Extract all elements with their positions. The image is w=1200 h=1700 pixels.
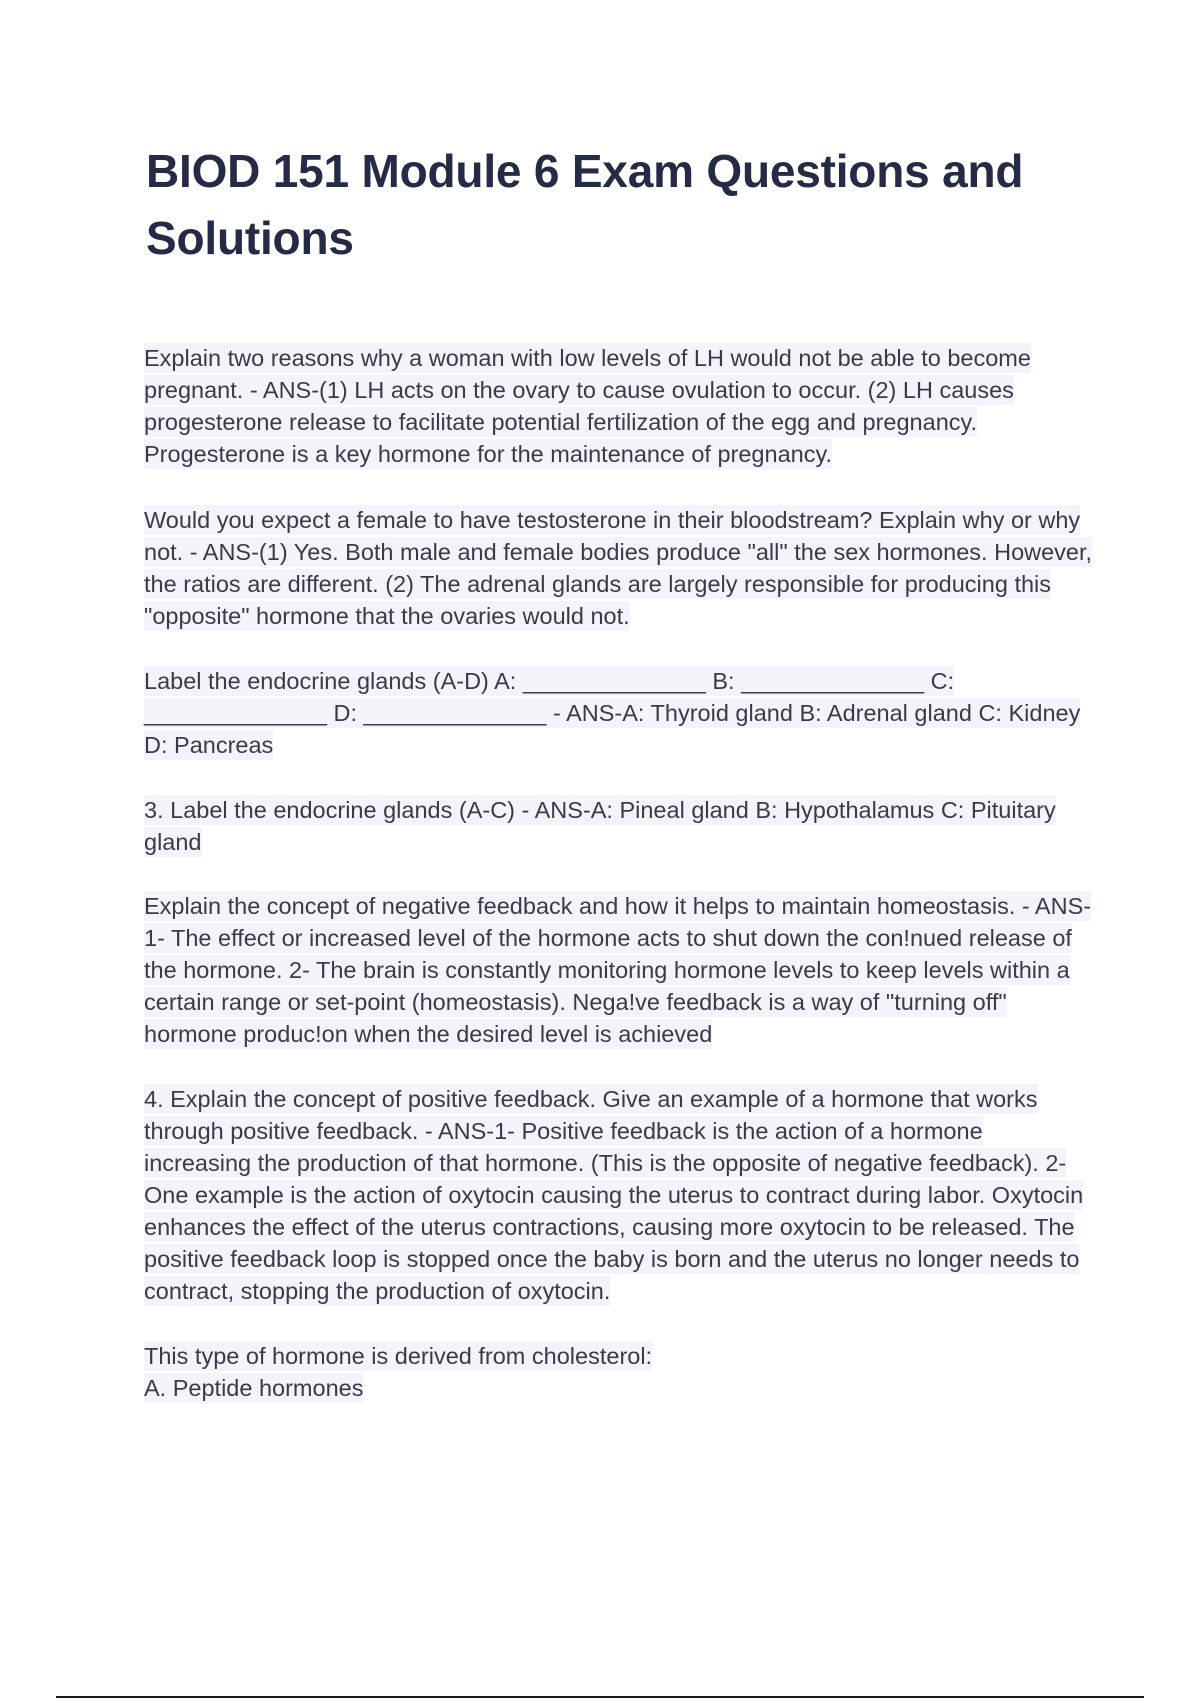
qa-entry-cholesterol-hormone <box>144 1340 1094 1404</box>
qa-entry-negative-feedback <box>144 890 1094 1050</box>
footer-divider <box>56 1696 1144 1698</box>
page-title: BIOD 151 Module 6 Exam Questions and Solutions <box>146 145 1024 264</box>
qa-text: Explain the concept of negative feedback and how it helps to maintain homeostasis. - ANS-1- The effect or increased level of the hormone acts to shut down the con!nued release of the hormone. 2- The brain is constantly monitoring hormone levels to keep levels within a certain range or set-point (homeostasis). Nega!ve feedback is a way of "turning off" hormone produc!on when the desired level is achieved <box>144 893 1092 1047</box>
qa-option-a: A. Peptide hormones <box>144 1375 364 1401</box>
qa-entry-testosterone <box>144 504 1094 632</box>
qa-question: This type of hormone is derived from cholesterol: <box>144 1343 653 1369</box>
qa-text: 4. Explain the concept of positive feedback. Give an example of a hormone that works through positive feedback. - ANS-1- Positive feedback is the action of a hormone increasing the production of that hormone. (This is the opposite of negative feedback). 2- One example is the action of oxytocin causing the uterus to contract during labor. Oxytocin enhances the effect of the uterus contractions, causing more oxytocin to be released. The positive feedback loop is stopped once the baby is born and the uterus no longer needs to contract, stopping the production of oxytocin. <box>144 1086 1084 1304</box>
qa-entry-label-glands-a-c <box>144 794 1094 858</box>
qa-text: Explain two reasons why a woman with low levels of LH would not be able to become pregnant. - ANS-(1) LH acts on the ovary to cause ovulation to occur. (2) LH causes progesterone release to facilitate potential fertilization of the egg and pregnancy. Progesterone is a key hormone for the maintenance of pregnancy. <box>144 345 1031 467</box>
qa-text: Would you expect a female to have testosterone in their bloodstream? Explain why or why not. - ANS-(1) Yes. Both male and female bodies produce "all" the sex hormones. However, the ratios are different. (2) The adrenal glands are largely responsible for producing this "opposite" hormone that the ovaries would not. <box>144 507 1093 629</box>
qa-entry-lh-pregnancy <box>144 342 1094 470</box>
qa-text: 3. Label the endocrine glands (A-C) - ANS-A: Pineal gland B: Hypothalamus C: Pituitary gland <box>144 797 1056 855</box>
qa-text: Label the endocrine glands (A-D) A: ______________ B: ______________ C: ______________ D: ______________ - ANS-A: Thyroid gland B: Adrenal gland C: Kidney D: Pancreas <box>144 668 1081 758</box>
qa-entry-positive-feedback <box>144 1083 1094 1307</box>
qa-entry-label-glands-a-d <box>144 665 1094 761</box>
